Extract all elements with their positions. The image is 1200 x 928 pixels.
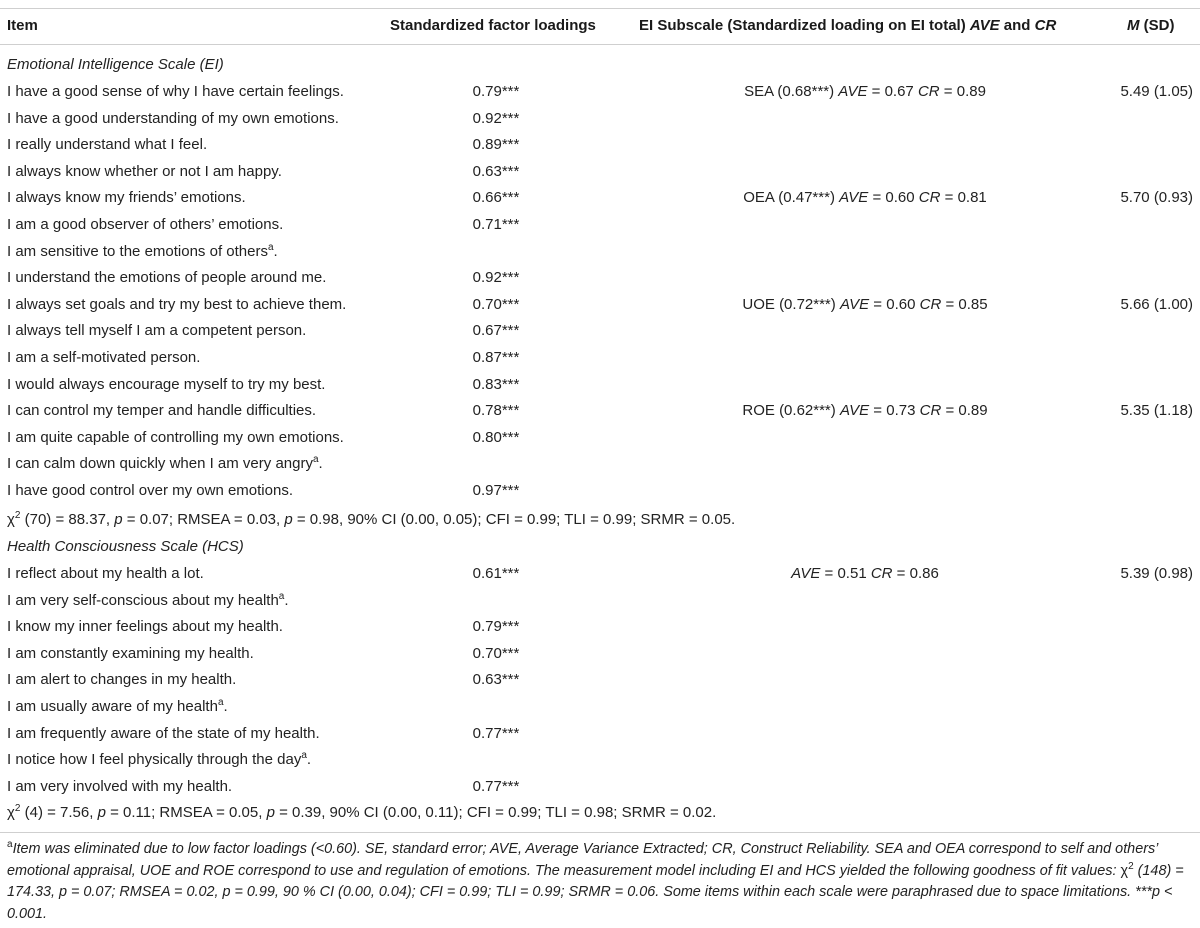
item-text: I am a self-motivated person. bbox=[7, 349, 201, 366]
factor-loading: 0.79*** bbox=[472, 618, 520, 636]
table-row bbox=[0, 451, 1200, 477]
item-text: I am usually aware of my health$^a$. bbox=[7, 697, 228, 715]
table-row bbox=[0, 614, 1200, 640]
table-row bbox=[0, 694, 1200, 720]
mean-sd: 5.39 (0.98) bbox=[1120, 565, 1193, 582]
item-text: I can calm down quickly when I am very angry$^a$. bbox=[7, 454, 323, 473]
item-text: I always know whether or not I am happy. bbox=[7, 162, 282, 180]
item-text: I reflect about my health a lot. bbox=[7, 565, 204, 582]
header-item: Item bbox=[7, 17, 38, 34]
item-text: I am very self-conscious about my health$^a$. bbox=[7, 590, 289, 609]
mean-sd: 5.66 (1.00) bbox=[1120, 295, 1193, 313]
factor-loading: 0.70*** bbox=[472, 295, 520, 313]
factor-loading: 0.78*** bbox=[472, 402, 520, 420]
mean-sd: 5.70 (0.93) bbox=[1120, 189, 1193, 207]
item-text: I am very involved with my health. bbox=[7, 777, 233, 795]
factor-loading: 0.63*** bbox=[472, 671, 520, 689]
mean-sd: 5.49 (1.05) bbox=[1120, 83, 1193, 100]
table-row bbox=[0, 212, 1200, 238]
subscale-ave-cr: SEA (0.68***) AVE = 0.67 CR = 0.89 bbox=[744, 83, 986, 100]
factor-loading: 0.66*** bbox=[472, 189, 520, 207]
table-row bbox=[0, 478, 1200, 504]
table-row bbox=[0, 774, 1200, 800]
table-row bbox=[0, 667, 1200, 693]
table-row bbox=[0, 588, 1200, 614]
table-row bbox=[0, 239, 1200, 265]
table-row bbox=[0, 425, 1200, 451]
table-footnote: $^a$Item was eliminated due to low factor loadings (<0.60). SE, standard error; AVE, Average Variance Extracted; CR, Construct Reliability. SEA and OEA correspond to self and others’ emotional appraisal, UOE and ROE correspond to use and regulation of emotions. The measurement model including EI and HCS yielded the following goodness of fit values: $\chi^2$ (148) = 174.33, p = 0.07; RMSEA = 0.02, p = 0.99, 90 % CI (0.00, 0.04); CFI = 0.99; TLI = 0.99; SRMR = 0.06. Some items within each scale were paraphrased due to space limitations. ***p < 0.001. bbox=[7, 839, 1184, 922]
item-text: I am sensitive to the emotions of others$^a$. bbox=[7, 241, 278, 260]
item-text: I always tell myself I am a competent person. bbox=[7, 322, 307, 340]
subscale-ave-cr: AVE = 0.51 CR = 0.86 bbox=[791, 565, 939, 582]
table-row bbox=[0, 561, 1200, 587]
ei-fit-statistics: $\chi^2$ (70) = 88.37, p = 0.07; RMSEA = 0.03, p = 0.98, 90% CI (0.00, 0.05); CFI = 0.99; TLI = 0.99; SRMR = 0.05. bbox=[7, 510, 736, 528]
factor-loading: 0.71*** bbox=[472, 216, 520, 233]
item-text: I am alert to changes in my health. bbox=[7, 671, 237, 689]
table-row bbox=[0, 372, 1200, 398]
item-text: I am frequently aware of the state of my health. bbox=[7, 724, 320, 742]
factor-loading: 0.77*** bbox=[472, 777, 520, 795]
mean-sd: 5.35 (1.18) bbox=[1120, 402, 1193, 420]
table-row bbox=[0, 292, 1200, 318]
table-row bbox=[0, 318, 1200, 344]
factor-loading: 0.87*** bbox=[472, 349, 520, 366]
table-row bbox=[0, 132, 1200, 158]
table-row bbox=[0, 398, 1200, 424]
item-text: I can control my temper and handle difficulties. bbox=[7, 402, 317, 420]
item-text: I really understand what I feel. bbox=[7, 136, 208, 154]
item-text: I always know my friends’ emotions. bbox=[7, 189, 246, 207]
item-text: I am constantly examining my health. bbox=[7, 644, 254, 662]
item-text: I would always encourage myself to try my best. bbox=[7, 375, 326, 393]
table-row bbox=[0, 106, 1200, 132]
factor-loading: 0.67*** bbox=[472, 322, 520, 340]
table-row bbox=[0, 641, 1200, 667]
table-row bbox=[0, 159, 1200, 185]
item-text: I know my inner feelings about my health. bbox=[7, 618, 283, 636]
header-rule bbox=[0, 44, 1200, 45]
factor-loading: 0.77*** bbox=[472, 724, 520, 742]
item-text: I have good control over my own emotions. bbox=[7, 482, 293, 499]
table-row bbox=[0, 345, 1200, 371]
item-text: I understand the emotions of people around me. bbox=[7, 269, 327, 287]
table-row bbox=[0, 265, 1200, 291]
header-subscale: EI Subscale (Standardized loading on EI total) AVE and CR bbox=[639, 17, 1057, 34]
section-title-ei: Emotional Intelligence Scale (EI) bbox=[7, 56, 224, 73]
factor-loading: 0.79*** bbox=[472, 83, 520, 100]
table-row bbox=[0, 79, 1200, 105]
table-header bbox=[0, 13, 1200, 39]
factor-loading: 0.63*** bbox=[472, 162, 520, 180]
table-row bbox=[0, 185, 1200, 211]
subscale-ave-cr: OEA (0.47***) AVE = 0.60 CR = 0.81 bbox=[743, 189, 987, 207]
item-text: I am a good observer of others’ emotions. bbox=[7, 216, 284, 233]
bottom-rule bbox=[0, 832, 1200, 833]
top-rule bbox=[0, 8, 1200, 9]
header-loadings: Standardized factor loadings bbox=[390, 17, 596, 34]
header-mean-sd: M (SD) bbox=[1127, 17, 1175, 34]
section-title-hcs: Health Consciousness Scale (HCS) bbox=[7, 538, 244, 555]
item-text: I am quite capable of controlling my own emotions. bbox=[7, 428, 344, 446]
factor-loading: 0.70*** bbox=[472, 644, 520, 662]
subscale-ave-cr: ROE (0.62***) AVE = 0.73 CR = 0.89 bbox=[742, 402, 988, 420]
item-text: I have a good understanding of my own emotions. bbox=[7, 109, 339, 127]
item-text: I have a good sense of why I have certain feelings. bbox=[7, 83, 344, 100]
factor-loading: 0.61*** bbox=[472, 565, 520, 582]
item-text: I notice how I feel physically through the day$^a$. bbox=[7, 750, 312, 769]
factor-loading: 0.83*** bbox=[472, 375, 520, 393]
factor-loading: 0.92*** bbox=[472, 109, 520, 127]
factor-loading: 0.92*** bbox=[472, 269, 520, 287]
factor-loading: 0.80*** bbox=[472, 428, 520, 446]
table-row bbox=[0, 721, 1200, 747]
hcs-fit-statistics: $\chi^2$ (4) = 7.56, p = 0.11; RMSEA = 0.05, p = 0.39, 90% CI (0.00, 0.11); CFI = 0.99; TLI = 0.98; SRMR = 0.02. bbox=[7, 803, 717, 821]
table-row bbox=[0, 747, 1200, 773]
item-text: I always set goals and try my best to achieve them. bbox=[7, 295, 347, 313]
factor-loading: 0.89*** bbox=[472, 136, 520, 154]
subscale-ave-cr: UOE (0.72***) AVE = 0.60 CR = 0.85 bbox=[742, 295, 988, 313]
factor-loading: 0.97*** bbox=[472, 482, 520, 499]
